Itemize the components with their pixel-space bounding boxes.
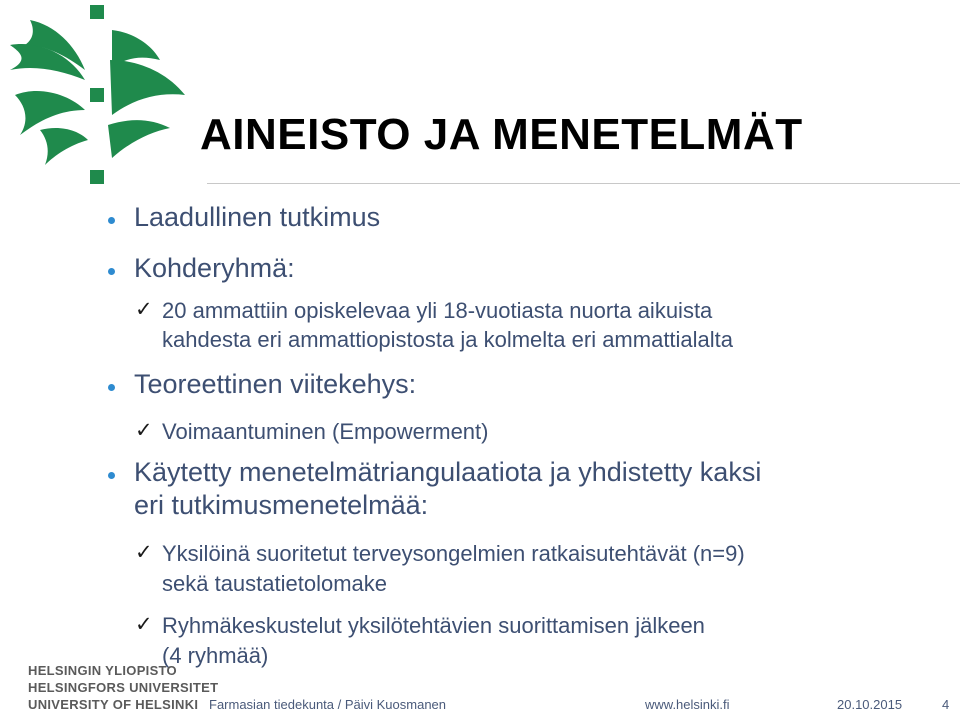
checkmark-icon: ✓ <box>135 418 153 442</box>
checkmark-icon: ✓ <box>135 612 153 636</box>
footer-url: www.helsinki.fi <box>645 697 730 712</box>
university-name-fi: HELSINGIN YLIOPISTO <box>28 663 177 678</box>
university-name-en: UNIVERSITY OF HELSINKI <box>28 697 199 712</box>
helsinki-flame-logo <box>0 0 200 200</box>
checkmark-icon: ✓ <box>135 297 153 321</box>
bullet-item-research-type: Laadullinen tutkimus <box>134 202 381 232</box>
footer-date: 20.10.2015 <box>837 697 903 712</box>
bullet-item-triangulation-line1: Käytetty menetelmätriangulaatiota ja yhdistetty kaksi <box>134 457 762 487</box>
sub-item-empowerment: Voimaantuminen (Empowerment) <box>162 419 489 444</box>
bullet-item-target-group: Kohderyhmä: <box>134 253 295 283</box>
sub-item-participants-line2: kahdesta eri ammattiopistosta ja kolmelta eri ammattialalta <box>162 327 734 352</box>
bullet-dot <box>108 268 115 275</box>
sub-item-participants-line1: 20 ammattiin opiskelevaa yli 18-vuotiasta nuorta aikuista <box>162 298 713 323</box>
footer-page-number: 4 <box>942 697 950 712</box>
sub-item-individual-tasks-line1: Yksilöinä suoritetut terveysongelmien ratkaisutehtävät (n=9) <box>162 541 745 566</box>
bullet-dot <box>108 472 115 479</box>
sub-item-individual-tasks-line2: sekä taustatietolomake <box>162 571 388 596</box>
bullet-dot <box>108 217 115 224</box>
bullet-item-theoretical-framework: Teoreettinen viitekehys: <box>134 369 417 399</box>
slide-title: AINEISTO JA MENETELMÄT <box>200 110 803 159</box>
checkmark-icon: ✓ <box>135 540 153 564</box>
title-divider <box>207 183 960 184</box>
bullet-dot <box>108 384 115 391</box>
university-name-sv: HELSINGFORS UNIVERSITET <box>28 680 219 695</box>
sub-item-group-discussions-line1: Ryhmäkeskustelut yksilötehtävien suorittamisen jälkeen <box>162 613 705 638</box>
footer-author: Farmasian tiedekunta / Päivi Kuosmanen <box>209 697 447 712</box>
sub-item-group-discussions-line2: (4 ryhmää) <box>162 643 269 668</box>
bullet-item-triangulation-line2: eri tutkimusmenetelmää: <box>134 490 429 520</box>
